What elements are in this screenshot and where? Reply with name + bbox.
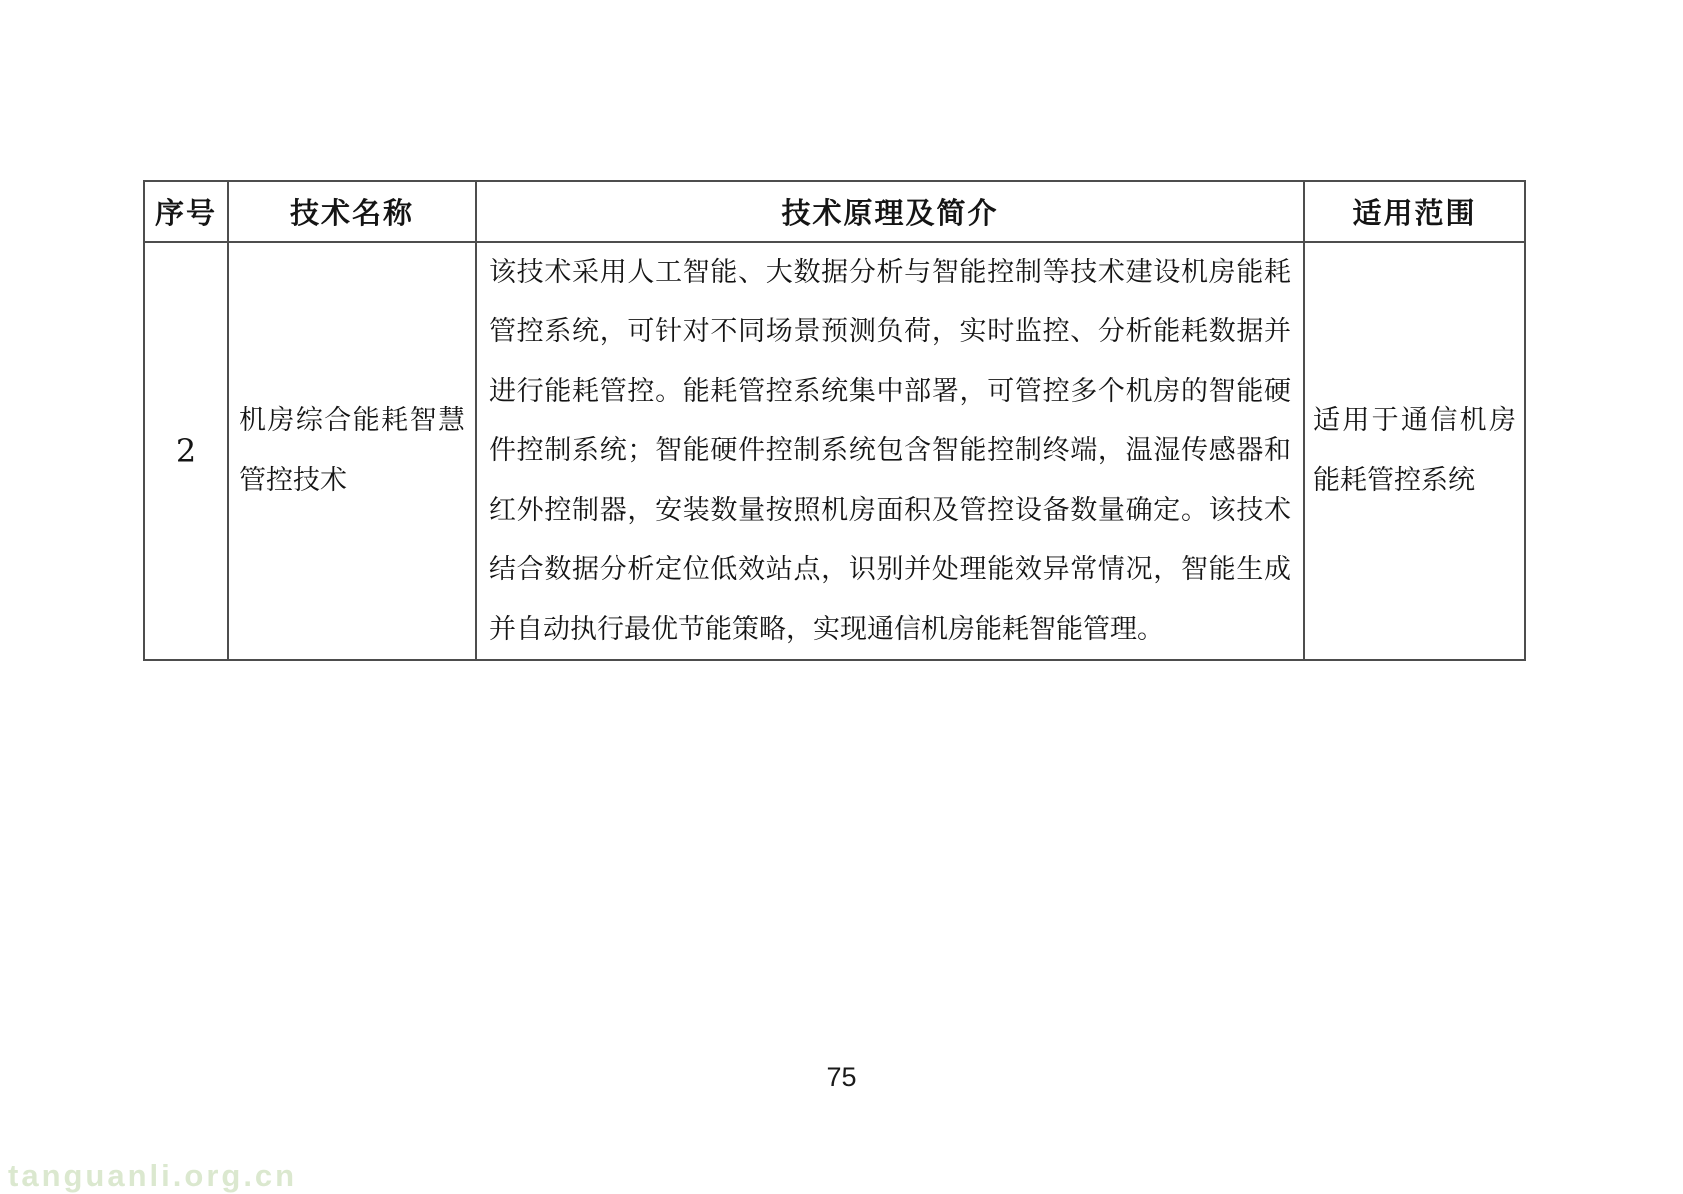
header-cell-serial-number — [145, 182, 227, 243]
row-serial-number — [145, 243, 227, 659]
description-line: 管控系统，可针对不同场景预测负荷，实时监控、分析能耗数据并 — [489, 316, 1291, 348]
page-number: 75 — [826, 1062, 857, 1092]
header-cell-technology-name — [227, 182, 475, 243]
description-line: 该技术采用人工智能、大数据分析与智能控制等技术建设机房能耗 — [489, 256, 1291, 288]
serial-number-value: 2 — [175, 432, 197, 470]
technology-name-line: 管控技术 — [239, 465, 347, 496]
header-label: 技术原理及简介 — [781, 196, 999, 230]
technology-table — [143, 180, 1526, 661]
header-label: 技术名称 — [289, 196, 414, 230]
technology-name-line: 机房综合能耗智慧 — [239, 405, 465, 436]
watermark-text: tanguanli.org.cn — [8, 1158, 298, 1193]
scope-line: 能耗管控系统 — [1313, 465, 1475, 496]
header-cell-applicable-scope — [1303, 182, 1524, 243]
description-line: 进行能耗管控。能耗管控系统集中部署，可管控多个机房的智能硬 — [489, 375, 1291, 407]
description-line: 件控制系统；智能硬件控制系统包含智能控制终端，温湿传感器和 — [489, 435, 1291, 467]
header-cell-principle-introduction — [475, 182, 1303, 243]
row-principle-description — [475, 243, 1303, 659]
header-label: 序号 — [154, 196, 217, 230]
description-line: 并自动执行最优节能策略，实现通信机房能耗智能管理。 — [489, 613, 1164, 645]
scope-line: 适用于通信机房 — [1313, 405, 1516, 436]
row-technology-name — [227, 243, 475, 659]
header-label: 适用范围 — [1352, 196, 1477, 230]
row-applicable-scope — [1303, 243, 1524, 659]
description-line: 红外控制器，安装数量按照机房面积及管控设备数量确定。该技术 — [489, 494, 1291, 526]
description-line: 结合数据分析定位低效站点，识别并处理能效异常情况，智能生成 — [489, 554, 1291, 586]
